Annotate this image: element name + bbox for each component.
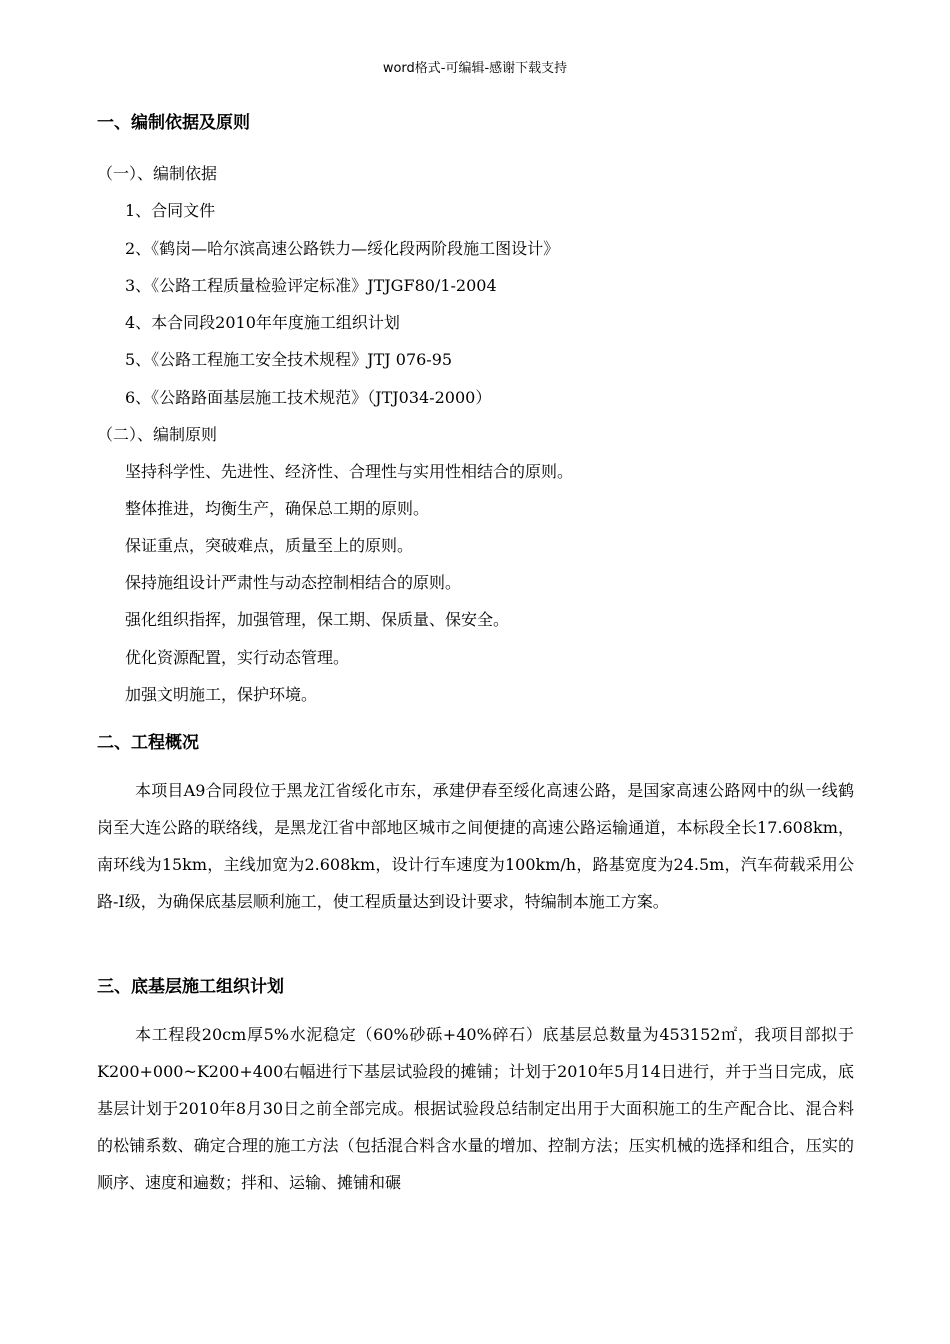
section3-title: 三、底基层施工组织计划 bbox=[97, 977, 284, 997]
section1-sub1: （一）、编制依据 bbox=[97, 164, 218, 183]
basis-item: 6、《公路路面基层施工技术规范》（JTJ034-2000） bbox=[125, 388, 492, 407]
section2-title: 二、工程概况 bbox=[97, 733, 199, 753]
basis-item: 1、合同文件 bbox=[125, 201, 216, 220]
principle-item: 强化组织指挥，加强管理，保工期、保质量、保安全。 bbox=[125, 610, 510, 629]
basis-item: 5、《公路工程施工安全技术规程》JTJ 076-95 bbox=[125, 350, 453, 369]
principle-item: 保持施组设计严肃性与动态控制相结合的原则。 bbox=[125, 573, 462, 592]
section1-sub2: （二）、编制原则 bbox=[97, 425, 218, 444]
principle-item: 优化资源配置，实行动态管理。 bbox=[125, 648, 350, 667]
basis-item: 2、《鹤岗—哈尔滨高速公路铁力—绥化段两阶段施工图设计》 bbox=[125, 239, 560, 258]
basis-item: 4、本合同段2010年年度施工组织计划 bbox=[125, 313, 400, 332]
principle-item: 加强文明施工，保护环境。 bbox=[125, 685, 318, 704]
principle-item: 坚持科学性、先进性、经济性、合理性与实用性相结合的原则。 bbox=[125, 462, 574, 481]
principle-item: 保证重点，突破难点，质量至上的原则。 bbox=[125, 536, 414, 555]
principle-item: 整体推进，均衡生产，确保总工期的原则。 bbox=[125, 499, 430, 518]
section3-paragraph: 本工程段20cm厚5%水泥稳定（60%砂砾+40%碎石）底基层总数量为453152㎡，我项目部拟于K200+000~K200+400右幅进行下基层试验段的摊铺；计划于2010年5月14日进行，并于当日完成，底基层计划于2010年8月30日之前全部完成。根据试验段总结制定出用于大面积施工的生产配合比、混合料的松铺系数、确定合理的施工方法（包括混合料含水量的增加、控制方法；压实机械的选择和组合，压实的顺序、速度和遍数；拌和、运输、摊铺和碾 bbox=[97, 1025, 854, 1192]
basis-item: 3、《公路工程质量检验评定标准》JTJGF80/1-2004 bbox=[125, 276, 497, 295]
page-header: word格式-可编辑-感谢下载支持 bbox=[382, 61, 568, 76]
section2-paragraph: 本项目A9合同段位于黑龙江省绥化市东，承建伊春至绥化高速公路，是国家高速公路网中的纵一线鹤岗至大连公路的联络线，是黑龙江省中部地区城市之间便捷的高速公路运输通道，本标段全长17.608km，南环线为15km，主线加宽为2.608km，设计行车速度为100km/h，路基宽度为24.5m，汽车荷载采用公路-I级，为确保底基层顺利施工，使工程质量达到设计要求，特编制本施工方案。 bbox=[97, 781, 854, 911]
section1-title: 一、编制依据及原则 bbox=[97, 113, 250, 133]
